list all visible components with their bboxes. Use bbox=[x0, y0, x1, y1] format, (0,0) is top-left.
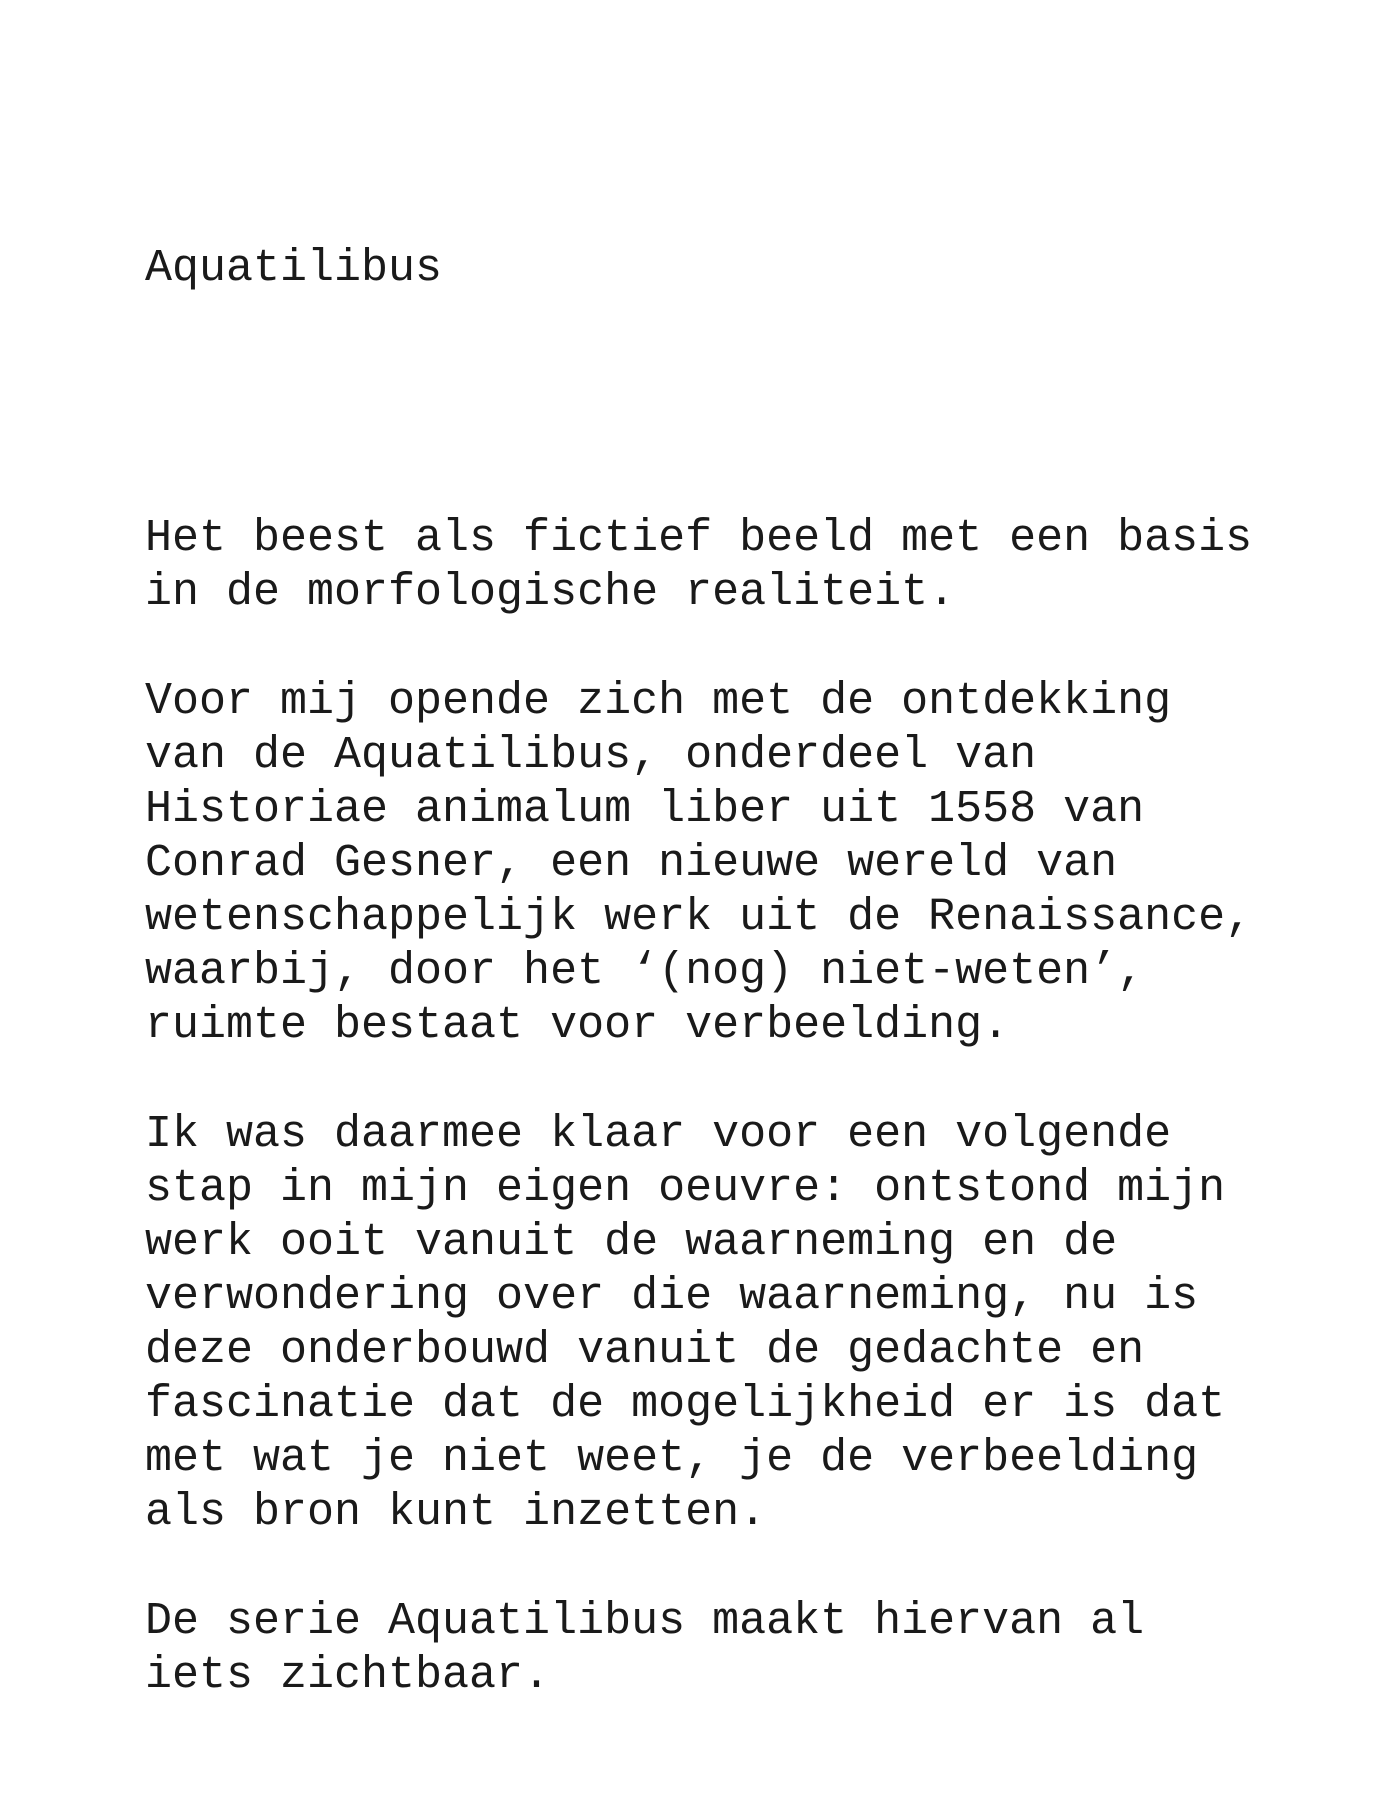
paragraph-line: werk ooit vanuit de waarneming en de bbox=[145, 1217, 1118, 1268]
paragraph-line: fascinatie dat de mogelijkheid er is dat bbox=[145, 1379, 1226, 1430]
paragraph-line: stap in mijn eigen oeuvre: ontstond mijn bbox=[145, 1163, 1226, 1214]
document-title: Aquatilibus bbox=[145, 243, 443, 294]
paragraph-line: van de Aquatilibus, onderdeel van bbox=[145, 730, 1037, 781]
paragraph-line: in de morfologische realiteit. bbox=[145, 567, 956, 618]
paragraph-line: De serie Aquatilibus maakt hiervan al bbox=[145, 1596, 1145, 1647]
paragraph-line: waarbij, door het ‘(nog) niet-weten’, bbox=[145, 946, 1145, 997]
paragraph-line: ruimte bestaat voor verbeelding. bbox=[145, 1000, 1010, 1051]
paragraph-line: wetenschappelijk werk uit de Renaissance, bbox=[145, 892, 1253, 943]
paragraph-line: als bron kunt inzetten. bbox=[145, 1487, 767, 1538]
paragraph-line: verwondering over die waarneming, nu is bbox=[145, 1271, 1199, 1322]
paragraph-line: Het beest als fictief beeld met een basis bbox=[145, 513, 1253, 564]
paragraph-series bbox=[145, 1487, 1144, 1811]
paragraph-line: deze onderbouwd vanuit de gedachte en bbox=[145, 1325, 1145, 1376]
paragraph-line: Historiae animalum liber uit 1558 van bbox=[145, 784, 1145, 835]
paragraph-line: Conrad Gesner, een nieuwe wereld van bbox=[145, 838, 1118, 889]
paragraph-line: Voor mij opende zich met de ontdekking bbox=[145, 676, 1172, 727]
paragraph-line: met wat je niet weet, je de verbeelding bbox=[145, 1433, 1199, 1484]
paragraph-line: iets zichtbaar. bbox=[145, 1650, 551, 1701]
paragraph-line: Ik was daarmee klaar voor een volgende bbox=[145, 1109, 1172, 1160]
